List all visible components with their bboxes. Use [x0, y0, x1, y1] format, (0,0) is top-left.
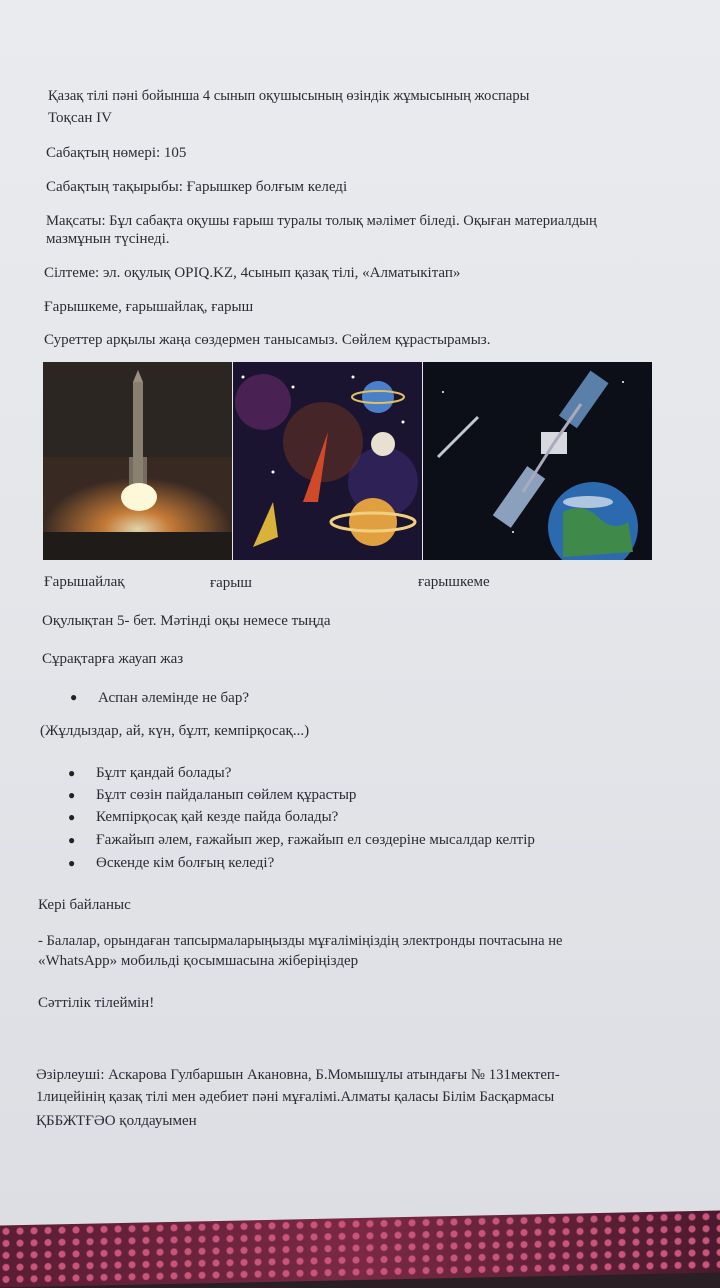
- question-3: Бұлт сөзін пайдаланып сөйлем құрастыр: [96, 787, 357, 803]
- wish: Сәттілік тілеймін!: [38, 995, 155, 1011]
- lesson-topic: Сабақтың тақырыбы: Ғарышкер болғым келеді: [46, 179, 348, 195]
- rocket-launch-image: [43, 362, 232, 560]
- quarter: Тоқсан IV: [48, 110, 112, 126]
- textbook-line: Оқулықтан 5- бет. Мәтінді оқы немесе тыңда: [42, 613, 331, 629]
- bullet-icon: ●: [68, 833, 76, 847]
- question-2: Бұлт қандай болады?: [96, 765, 232, 781]
- bullet-icon: ●: [70, 690, 78, 704]
- bullet-icon: ●: [68, 856, 76, 870]
- goal-line-1: Мақсаты: Бұл сабақта оқушы ғарыш туралы толық мәлімет біледі. Оқыған материалдың: [46, 213, 597, 229]
- caption-spaceship: ғарышкеме: [418, 574, 490, 590]
- reference: Сілтеме: эл. оқулық OPIQ.KZ, 4сынып қазақ тілі, «Алматыкітап»: [44, 265, 461, 281]
- question-5: Ғажайып әлем, ғажайып жер, ғажайып ел сөздеріне мысалдар келтір: [96, 832, 535, 848]
- feedback-title: Кері байланыс: [38, 897, 131, 913]
- caption-space: ғарыш: [210, 575, 252, 591]
- doc-title: Қазақ тілі пәні бойынша 4 сынып оқушысының өзіндік жұмысының жоспары: [48, 88, 530, 104]
- author-line-3: ҚББЖТҒӘО қолдауымен: [36, 1113, 197, 1129]
- author-line-2: 1лицейінің қазақ тілі мен әдебиет пәні мұғалімі.Алматы қаласы Білім Басқармасы: [36, 1089, 555, 1105]
- feedback-line-1: - Балалар, орындаған тапсырмаларыңызды мұғаліміңіздің электронды почтасына не: [38, 933, 563, 949]
- question-6: Өскенде кім болғың келеді?: [96, 855, 275, 871]
- author-line-1: Әзірлеуші: Аскарова Гулбаршын Акановна, Б.Момышұлы атындағы № 131мектеп-: [36, 1067, 560, 1083]
- bullet-icon: ●: [68, 788, 76, 802]
- pictures-intro: Суреттер арқылы жаңа сөздермен танысамыз. Сөйлем құрастырамыз.: [44, 332, 491, 348]
- feedback-line-2: «WhatsApp» мобильді қосымшасына жіберіңіздер: [38, 953, 359, 969]
- space-planets-image: [233, 362, 422, 560]
- questions-intro: Сұрақтарға жауап жаз: [42, 651, 184, 667]
- caption-launchpad: Ғарышайлақ: [44, 574, 125, 590]
- hint: (Жұлдыздар, ай, күн, бұлт, кемпірқосақ...): [40, 723, 310, 739]
- lesson-number: Сабақтың нөмері: 105: [46, 145, 187, 161]
- question-1: Аспан әлемінде не бар?: [98, 690, 249, 706]
- question-4: Кемпірқосақ қай кезде пайда болады?: [96, 809, 339, 825]
- vocab: Ғарышкеме, ғарышайлақ, ғарыш: [44, 299, 254, 315]
- bullet-icon: ●: [68, 766, 76, 780]
- goal-line-2: мазмұнын түсінеді.: [46, 231, 170, 247]
- bullet-icon: ●: [68, 810, 76, 824]
- satellite-earth-image: [423, 362, 652, 560]
